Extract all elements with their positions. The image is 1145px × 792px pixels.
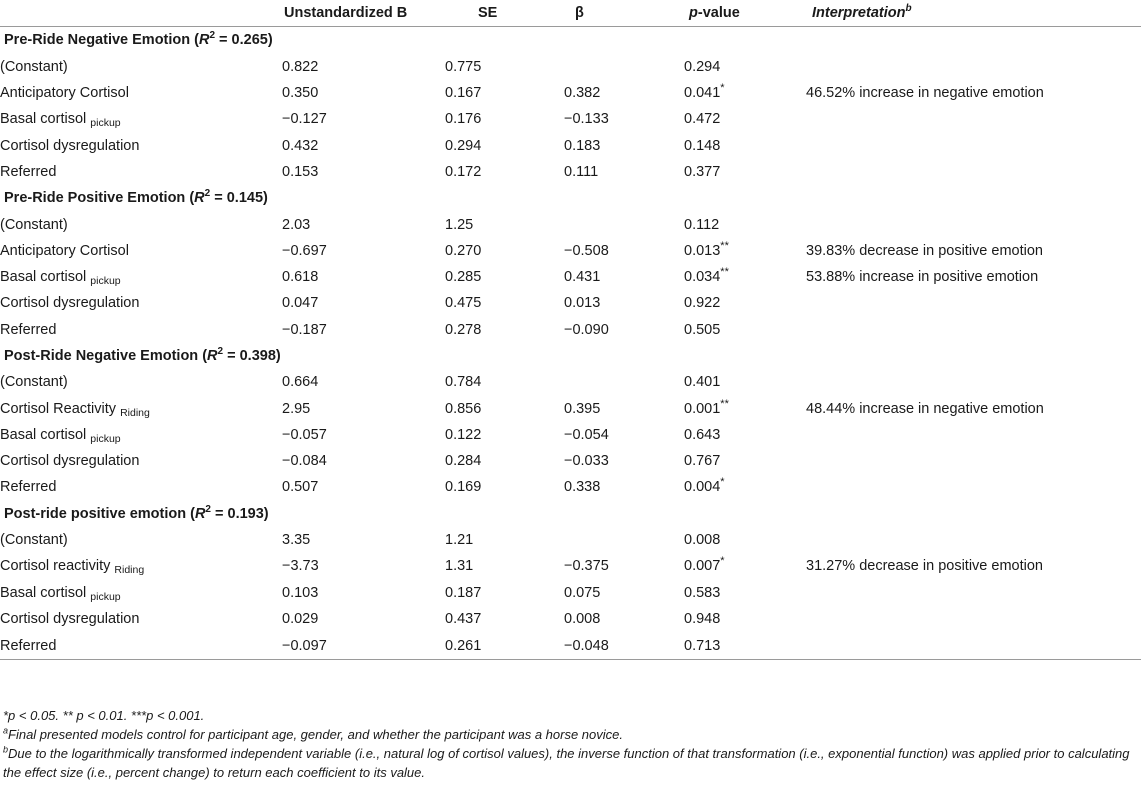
- cell-beta: −0.133: [564, 111, 609, 128]
- variable-label: Cortisol dysregulation: [0, 137, 140, 154]
- header-interp-sup: b: [905, 3, 912, 15]
- table-row: [0, 80, 1141, 106]
- cell-se: 0.261: [445, 632, 564, 660]
- cell-p-value: 0.001**: [684, 397, 729, 417]
- table-row: [0, 553, 1141, 579]
- cell-beta: [564, 369, 684, 395]
- cell-interpretation: [806, 211, 1141, 237]
- cell-variable: [0, 448, 282, 474]
- footnote-a: [3, 725, 1143, 744]
- cell-interpretation: [806, 448, 1141, 474]
- cell-variable: [0, 317, 282, 343]
- cell-variable: [0, 290, 282, 316]
- variable-label: Referred: [0, 321, 57, 338]
- section-title-pre: Pre-Ride Positive Emotion (: [4, 190, 195, 207]
- variable-label: Referred: [0, 637, 57, 654]
- cell-se: 0.285: [445, 269, 482, 286]
- cell-variable: [0, 369, 282, 395]
- cell-beta: 0.075: [564, 584, 601, 601]
- cell-se: 0.122: [445, 426, 482, 443]
- header-variable: [0, 0, 282, 27]
- variable-subscript: Riding: [114, 564, 145, 577]
- cell-unstandardized-b: −0.127: [282, 111, 327, 128]
- footnote-significance: *p < 0.05. ** p < 0.01. ***p < 0.001.: [3, 708, 205, 723]
- cell-variable: [0, 54, 282, 80]
- section-title-pre: Post-Ride Negative Emotion (: [4, 348, 208, 364]
- cell-p-value: 0.294: [684, 58, 721, 75]
- cell-se: 0.270: [445, 242, 482, 259]
- table-row: [0, 606, 1141, 632]
- table-row: [0, 369, 1141, 395]
- variable-label: Cortisol dysregulation: [0, 295, 140, 312]
- cell-p-value: 0.007*: [684, 555, 725, 575]
- section-title: [0, 185, 1141, 211]
- cell-unstandardized-b: 0.432: [282, 137, 319, 154]
- section-r-symbol: R: [198, 32, 210, 49]
- cell-beta: 0.013: [564, 295, 601, 312]
- section-r-sup: 2: [204, 188, 211, 200]
- variable-label: Basal cortisol: [0, 269, 91, 286]
- cell-variable: [0, 132, 282, 158]
- significance-stars: *: [720, 476, 725, 489]
- cell-interpretation: [806, 132, 1141, 158]
- cell-variable: [0, 553, 282, 579]
- table-row: [0, 106, 1141, 132]
- cell-beta: −0.375: [564, 558, 609, 575]
- cell-se: 0.167: [445, 85, 482, 102]
- cell-variable: [0, 474, 282, 500]
- cell-beta: 0.382: [564, 85, 601, 102]
- cell-variable: [0, 159, 282, 185]
- table-row: [0, 422, 1141, 448]
- section-r-sup: 2: [209, 30, 216, 42]
- cell-beta: −0.048: [564, 632, 684, 660]
- footnote-a-text: Final presented models control for participant age, gender, and whether the participant was a horse novice.: [8, 727, 623, 742]
- cell-se: 0.775: [445, 58, 482, 75]
- section-r-symbol: R: [194, 505, 206, 522]
- variable-label: Anticipatory Cortisol: [0, 242, 129, 259]
- cell-interpretation: [806, 632, 1141, 660]
- header-interpretation: [806, 0, 1141, 27]
- cell-se: 0.294: [445, 137, 482, 154]
- footnote-b: [3, 744, 1143, 782]
- section-title: [0, 27, 1141, 54]
- cell-beta: 0.395: [564, 400, 601, 417]
- cell-se: 0.172: [445, 163, 482, 180]
- cell-p-value: 0.767: [684, 453, 721, 470]
- variable-label: Referred: [0, 479, 57, 496]
- variable-label: Basal cortisol: [0, 584, 91, 601]
- header-interp-label: Interpretation: [812, 5, 906, 22]
- cell-p-value: 0.041*: [684, 82, 725, 102]
- table-row: [0, 238, 1141, 264]
- section-r-sup: 2: [205, 503, 211, 515]
- table-row: [0, 395, 1141, 421]
- variable-subscript: pickup: [90, 590, 121, 603]
- table-row: [0, 317, 1141, 343]
- section-header-row: [0, 343, 1141, 369]
- cell-unstandardized-b: −3.73: [282, 558, 319, 575]
- cell-unstandardized-b: 0.103: [282, 584, 319, 601]
- cell-unstandardized-b: −0.084: [282, 453, 327, 470]
- cell-p-value: 0.004*: [684, 476, 725, 496]
- cell-p-value: 0.583: [684, 584, 721, 601]
- cell-interpretation: 39.83% decrease in positive emotion: [806, 242, 1043, 259]
- cell-variable: [0, 106, 282, 132]
- cell-beta: 0.338: [564, 479, 601, 496]
- cell-interpretation: [806, 580, 1141, 606]
- section-r-sup: 2: [217, 346, 224, 358]
- cell-variable: [0, 632, 282, 660]
- cell-beta: 0.008: [564, 610, 601, 627]
- cell-p-value: 0.948: [684, 610, 721, 627]
- cell-beta: −0.508: [564, 242, 609, 259]
- variable-subscript: Riding: [120, 406, 150, 419]
- header-p-italic: p: [689, 5, 698, 22]
- table-row: [0, 632, 1141, 660]
- cell-unstandardized-b: 3.35: [282, 532, 311, 549]
- cell-p-value: 0.008: [684, 532, 721, 549]
- variable-label: Cortisol Reactivity: [0, 400, 121, 417]
- header-row: [0, 0, 1141, 27]
- variable-label: Cortisol dysregulation: [0, 453, 140, 470]
- table-row: [0, 448, 1141, 474]
- header-p-rest: -value: [697, 5, 740, 22]
- table-row: [0, 54, 1141, 80]
- section-r-symbol: R: [194, 190, 205, 207]
- cell-se: 0.475: [445, 295, 482, 312]
- cell-interpretation: [806, 422, 1141, 448]
- cell-unstandardized-b: 0.664: [282, 374, 319, 391]
- cell-beta: 0.183: [564, 137, 601, 154]
- cell-interpretation: [806, 106, 1141, 132]
- cell-interpretation: [806, 159, 1141, 185]
- section-title-post: = 0.265): [215, 32, 273, 49]
- section-header-row: [0, 185, 1141, 211]
- variable-label: (Constant): [0, 216, 68, 233]
- significance-stars: **: [720, 239, 729, 252]
- cell-se: 0.176: [445, 111, 482, 128]
- section-header-row: [0, 501, 1141, 527]
- cell-variable: [0, 580, 282, 606]
- footnote-b-text: Due to the logarithmically transformed independent variable (i.e., natural log of cortisol values), the inverse function of that transformation (i.e., exponential function) was applied prior to calculating the effect size (i.e., percent change) to return each coefficient to its value.: [3, 746, 1130, 780]
- cell-se: 1.21: [445, 532, 474, 549]
- cell-p-value: 0.401: [684, 374, 721, 391]
- cell-interpretation: 31.27% decrease in positive emotion: [806, 558, 1043, 575]
- cell-p-value: 0.034**: [684, 266, 729, 286]
- cell-unstandardized-b: −0.697: [282, 242, 327, 259]
- cell-unstandardized-b: 0.350: [282, 85, 319, 102]
- header-se: SE: [445, 0, 564, 27]
- variable-label: Basal cortisol: [0, 426, 91, 443]
- cell-beta: −0.054: [564, 426, 609, 443]
- table-row: [0, 527, 1141, 553]
- cell-variable: [0, 395, 282, 421]
- table-row: [0, 264, 1141, 290]
- cell-beta: [564, 211, 684, 237]
- table-row: [0, 211, 1141, 237]
- table-row: [0, 580, 1141, 606]
- significance-stars: *: [720, 555, 725, 568]
- significance-stars: *: [720, 82, 725, 95]
- cell-se: 1.31: [445, 558, 474, 575]
- footnote-a-mark: a: [3, 725, 9, 736]
- cell-p-value: 0.505: [684, 321, 721, 338]
- cell-p-value: 0.148: [684, 137, 721, 154]
- cell-p-value: 0.643: [684, 426, 721, 443]
- cell-p-value: 0.713: [684, 632, 806, 660]
- section-r-symbol: R: [207, 348, 218, 364]
- section-header-row: [0, 27, 1141, 54]
- cell-interpretation: [806, 54, 1141, 80]
- cell-se: 0.169: [445, 479, 482, 496]
- significance-stars: **: [720, 397, 729, 410]
- cell-interpretation: [806, 474, 1141, 500]
- cell-unstandardized-b: 2.03: [282, 216, 311, 233]
- variable-subscript: pickup: [90, 432, 121, 445]
- cell-interpretation: 48.44% increase in negative emotion: [806, 400, 1044, 417]
- variable-label: (Constant): [0, 532, 68, 549]
- header-p-value: [684, 0, 806, 27]
- table-row: [0, 290, 1141, 316]
- cell-variable: [0, 422, 282, 448]
- cell-se: 0.856: [445, 400, 482, 417]
- table-body: [0, 27, 1141, 660]
- variable-label: Anticipatory Cortisol: [0, 85, 129, 102]
- significance-stars: **: [720, 266, 729, 279]
- cell-p-value: 0.377: [684, 163, 721, 180]
- variable-label: (Constant): [0, 58, 68, 75]
- cell-p-value: 0.112: [684, 216, 720, 233]
- table-footnotes: [3, 706, 1143, 782]
- cell-variable: [0, 211, 282, 237]
- section-title-post: = 0.145): [210, 190, 268, 207]
- section-title: [0, 343, 1141, 369]
- cell-beta: 0.431: [564, 269, 601, 286]
- cell-unstandardized-b: 0.153: [282, 163, 319, 180]
- variable-label: Referred: [0, 163, 57, 180]
- table-row: [0, 132, 1141, 158]
- section-title-post: = 0.193): [210, 505, 269, 522]
- cell-beta: −0.090: [564, 321, 609, 338]
- footnote-b-mark: b: [3, 744, 9, 755]
- cell-se: 0.278: [445, 321, 482, 338]
- cell-interpretation: 53.88% increase in positive emotion: [806, 269, 1039, 286]
- header-beta: β: [564, 0, 684, 27]
- cell-p-value: 0.472: [684, 111, 721, 128]
- variable-subscript: pickup: [90, 275, 121, 288]
- header-unstandardized-b: Unstandardized B: [282, 0, 445, 27]
- cell-p-value: 0.013**: [684, 239, 729, 259]
- variable-subscript: pickup: [90, 117, 121, 130]
- cell-interpretation: [806, 290, 1141, 316]
- cell-interpretation: [806, 369, 1141, 395]
- variable-label: Cortisol reactivity: [0, 558, 115, 575]
- cell-se: 0.187: [445, 584, 482, 601]
- cell-unstandardized-b: −0.097: [282, 632, 445, 660]
- cell-unstandardized-b: 0.029: [282, 610, 319, 627]
- cell-unstandardized-b: −0.057: [282, 426, 327, 443]
- cell-variable: [0, 264, 282, 290]
- table-row: [0, 159, 1141, 185]
- cell-variable: [0, 606, 282, 632]
- cell-beta: −0.033: [564, 453, 609, 470]
- cell-beta: [564, 54, 684, 80]
- cell-unstandardized-b: −0.187: [282, 321, 327, 338]
- cell-interpretation: [806, 606, 1141, 632]
- cell-variable: [0, 527, 282, 553]
- cell-unstandardized-b: 0.822: [282, 58, 319, 75]
- variable-label: (Constant): [0, 374, 68, 391]
- table-header: [0, 0, 1141, 27]
- section-title-pre: Pre-Ride Negative Emotion (: [4, 32, 199, 49]
- cell-variable: [0, 238, 282, 264]
- section-title: [0, 501, 1141, 527]
- cell-interpretation: [806, 317, 1141, 343]
- variable-label: Cortisol dysregulation: [0, 610, 140, 627]
- cell-se: 0.437: [445, 610, 482, 627]
- cell-se: 0.284: [445, 453, 482, 470]
- cell-unstandardized-b: 0.507: [282, 479, 319, 496]
- cell-variable: [0, 80, 282, 106]
- cell-beta: [564, 527, 684, 553]
- cell-unstandardized-b: 0.618: [282, 269, 319, 286]
- section-title-pre: Post-ride positive emotion (: [4, 505, 195, 522]
- variable-label: Basal cortisol: [0, 111, 91, 128]
- cell-interpretation: 46.52% increase in negative emotion: [806, 85, 1044, 102]
- section-title-post: = 0.398): [223, 348, 281, 364]
- cell-unstandardized-b: 2.95: [282, 400, 311, 417]
- cell-interpretation: [806, 527, 1141, 553]
- cell-unstandardized-b: 0.047: [282, 295, 319, 312]
- table-row: [0, 474, 1141, 500]
- cell-se: 0.784: [445, 374, 482, 391]
- cell-p-value: 0.922: [684, 295, 721, 312]
- cell-beta: 0.111: [564, 163, 599, 180]
- cell-se: 1.25: [445, 216, 474, 233]
